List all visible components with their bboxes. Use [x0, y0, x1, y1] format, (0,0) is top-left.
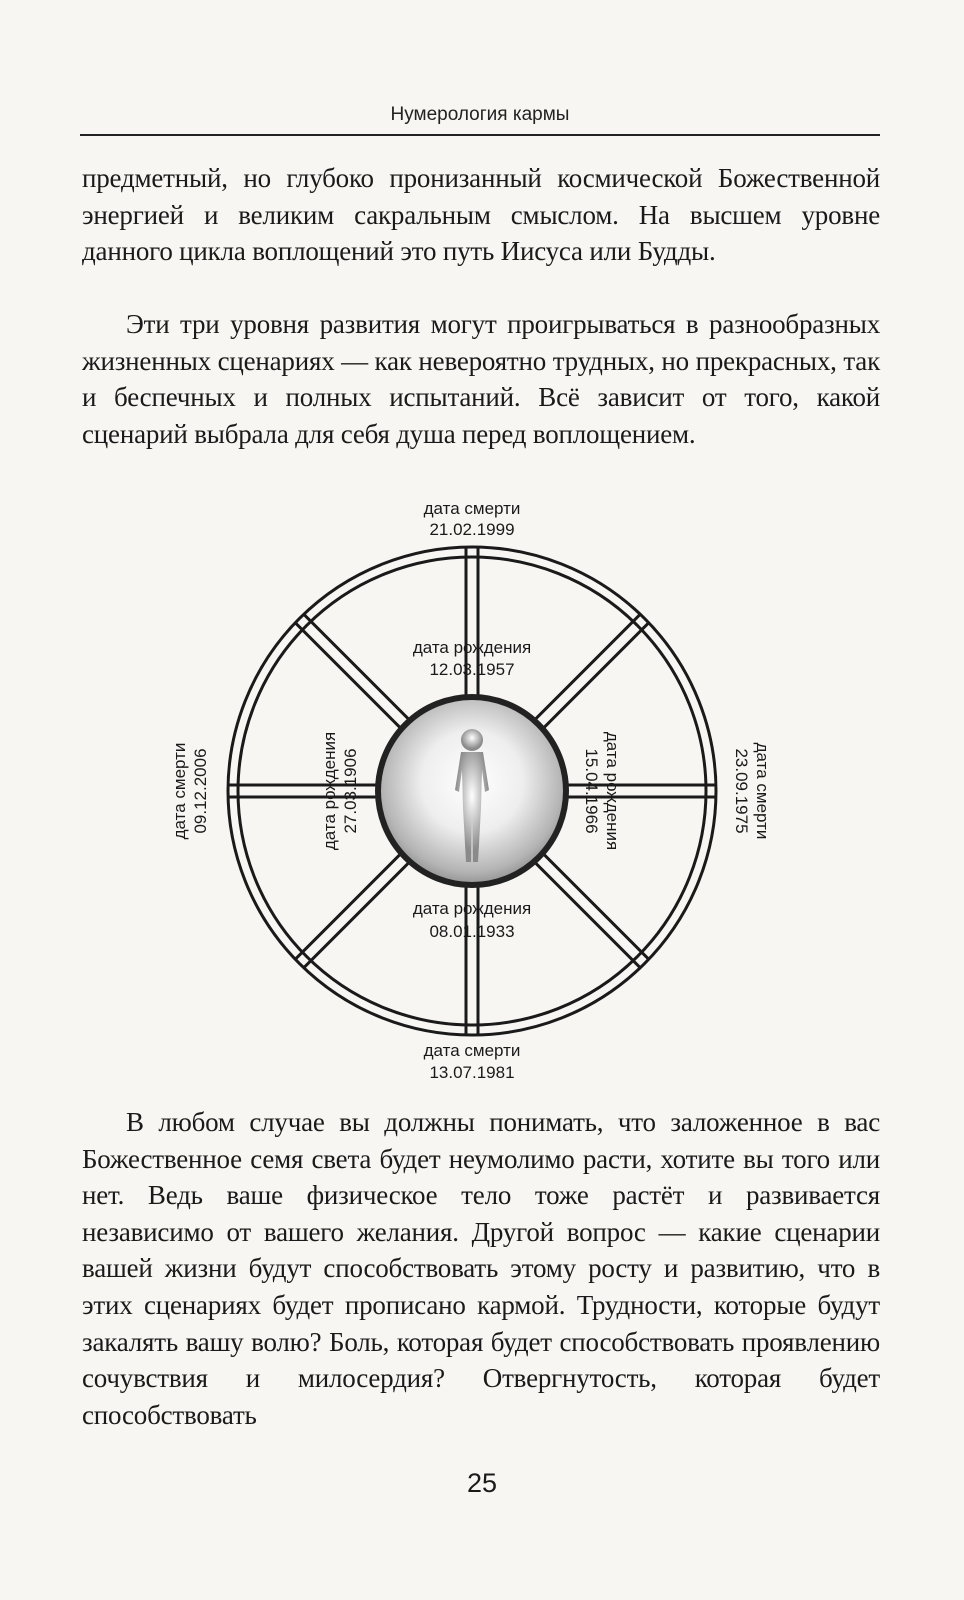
inner-left-label: дата рождения	[320, 731, 339, 851]
karma-wheel-diagram	[0, 494, 964, 1099]
outer-left-label: дата смерти	[170, 742, 189, 840]
outer-right-date: 23.09.1975	[732, 748, 751, 834]
inner-right-label: дата рождения	[603, 731, 622, 851]
paragraph-2: Эти три уровня развития могут проигрываться в разнообразных жизненных сценариях — как невероятно трудных, но прекрасных, так и беспечных и полных испытаний. Всё зависит от того, какой сценарий выбрала для себя душа перед воплощением.	[82, 309, 880, 449]
inner-top-date: 12.03.1957	[429, 660, 515, 679]
inner-bottom-label: дата рождения	[412, 899, 532, 918]
outer-right-label: дата смерти	[753, 742, 772, 840]
outer-bottom-label: дата смерти	[423, 1041, 521, 1060]
outer-top-date: 21.02.1999	[429, 520, 515, 539]
paragraph-1: предметный, но глубоко пронизанный космической Божественной энергией и великим сакральным смыслом. На высшем уровне данного цикла воплощений это путь Иисуса или Будды.	[82, 163, 880, 267]
paragraph-3: В любом случае вы должны понимать, что заложенное в вас Божественное семя света будет неумолимо расти, хотите вы того или нет. Ведь ваше физическое тело тоже растёт и развивается независимо от вашего желания. Другой вопрос — какие сценарии вашей жизни будут способствовать этому росту и развитию, что в этих сценариях будет прописано кармой. Трудности, которые будут закалять вашу волю? Боль, которая будет способствовать проявлению сочувствия и милосердия? Отвергнутость, которая будет способствовать	[82, 1107, 880, 1430]
inner-bottom-date: 08.01.1933	[429, 922, 515, 941]
outer-top-label: дата смерти	[423, 499, 521, 518]
inner-left-date: 27.03.1906	[341, 748, 360, 834]
running-head: Нумерология кармы	[390, 104, 570, 125]
outer-bottom-date: 13.07.1981	[429, 1063, 515, 1082]
inner-top-label: дата рождения	[412, 638, 532, 657]
header-rule	[80, 134, 880, 136]
inner-right-date: 15.04.1966	[582, 748, 601, 834]
page-number: 25	[466, 1468, 498, 1498]
outer-left-date: 09.12.2006	[191, 748, 210, 834]
